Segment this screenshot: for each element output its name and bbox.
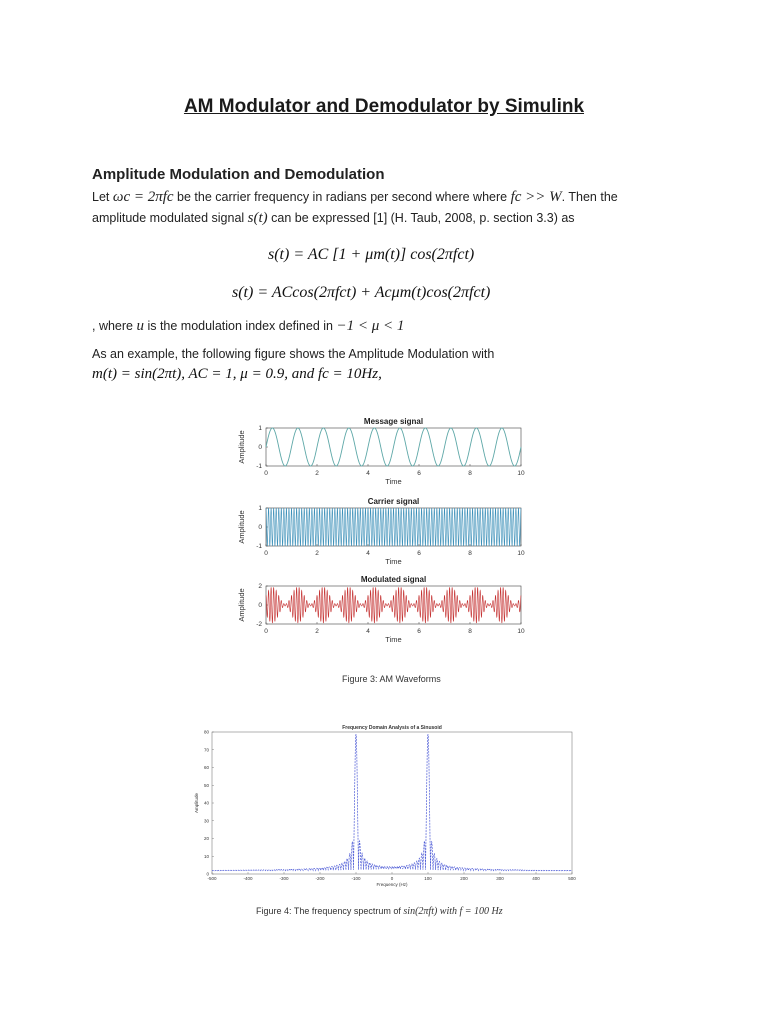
- x-tick-label: 6: [417, 470, 421, 477]
- y-tick-label: 50: [203, 782, 209, 788]
- panel-frame: [266, 508, 521, 546]
- y-tick-label: 60: [203, 765, 209, 770]
- example-line: As an example, the following figure shows the Amplitude Modulation with: [92, 347, 495, 361]
- y-tick-label: 0: [206, 871, 209, 877]
- x-tick-label: 4: [366, 550, 370, 557]
- y-tick-label: -1: [256, 463, 262, 470]
- y-axis-label: Amplitude: [237, 510, 246, 544]
- section-heading: Amplitude Modulation and Demodulation: [92, 166, 385, 183]
- intro-line-2: amplitude modulated signal s(t) can be expressed [1] (H. Taub, 2008, p. section 3.3) as: [92, 210, 575, 226]
- x-tick-label: 10: [517, 550, 525, 557]
- page-title: AM Modulator and Demodulator by Simulink: [183, 96, 585, 117]
- x-tick-label: 4: [366, 628, 370, 635]
- y-tick-label: 0: [258, 444, 262, 451]
- y-tick-label: 70: [203, 747, 209, 753]
- y-axis-label: Amplitude: [194, 792, 199, 814]
- example-math: m(t) = sin(2πt), AC = 1, μ = 0.9, and fc = 10Hz,: [92, 366, 382, 382]
- x-tick-label: 100: [424, 876, 432, 881]
- x-tick-label: -500: [207, 876, 217, 881]
- x-tick-label: 200: [460, 876, 468, 881]
- figure-3-am-waveforms: [228, 412, 538, 652]
- panel-title: Carrier signal: [367, 497, 420, 506]
- figure-4-frequency-spectrum: [188, 722, 580, 894]
- x-tick-label: 2: [315, 470, 319, 477]
- x-axis-label: Time: [385, 557, 402, 566]
- plot-frame: [212, 732, 572, 874]
- y-tick-label: 1: [258, 505, 262, 512]
- x-tick-label: -100: [351, 876, 361, 881]
- y-tick-label: 10: [203, 853, 209, 859]
- y-tick-label: 0: [258, 524, 262, 531]
- x-tick-label: 6: [417, 550, 421, 557]
- y-tick-label: -2: [256, 621, 262, 628]
- panel-2: [237, 497, 525, 566]
- panel-3: [237, 575, 525, 644]
- x-tick-label: 8: [468, 628, 472, 635]
- y-tick-label: 0: [258, 602, 262, 609]
- x-tick-label: 0: [264, 470, 268, 477]
- x-tick-label: 0: [390, 876, 394, 881]
- panel-title: Message signal: [363, 417, 424, 426]
- y-tick-label: -1: [256, 543, 262, 550]
- x-tick-label: 8: [468, 550, 472, 557]
- x-tick-label: 2: [315, 628, 319, 635]
- x-tick-label: 6: [417, 628, 421, 635]
- x-axis-label: Time: [385, 477, 402, 486]
- panel-title: Modulated signal: [360, 575, 427, 584]
- y-axis-label: Amplitude: [237, 588, 246, 622]
- x-tick-label: 10: [517, 470, 525, 477]
- x-tick-label: 400: [532, 876, 540, 881]
- y-tick-label: 30: [203, 818, 209, 824]
- x-tick-label: 300: [496, 876, 504, 881]
- x-tick-label: 10: [517, 628, 525, 635]
- intro-line-1: Let ωc = 2πfc be the carrier frequency in radians per second where where fc >> W. Then the: [92, 189, 618, 205]
- x-tick-label: -400: [243, 876, 253, 881]
- x-tick-label: -300: [279, 876, 289, 881]
- x-tick-label: 2: [315, 550, 319, 557]
- y-tick-label: 1: [258, 425, 262, 432]
- chart-title: Frequency Domain Analysis of a Sinusoid: [342, 725, 442, 731]
- y-tick-label: 2: [258, 583, 262, 590]
- y-tick-label: 40: [203, 800, 209, 806]
- x-tick-label: 8: [468, 470, 472, 477]
- panel-frame: [266, 586, 521, 624]
- figure-3-caption: Figure 3: AM Waveforms: [342, 674, 441, 684]
- where-line: , where u is the modulation index defined in −1 < μ < 1: [92, 318, 405, 334]
- y-tick-label: 80: [203, 729, 209, 735]
- figure-4-caption: Figure 4: The frequency spectrum of sin(2πft) with f = 100 Hz: [256, 906, 503, 917]
- y-axis-label: Amplitude: [237, 430, 246, 464]
- x-tick-label: 4: [366, 470, 370, 477]
- equation-2: s(t) = ACcos(2πfct) + Acμm(t)cos(2πfct): [232, 284, 491, 301]
- x-tick-label: -200: [315, 876, 325, 881]
- x-axis-label: Time: [385, 635, 402, 644]
- x-tick-label: 500: [568, 876, 576, 881]
- x-tick-label: 0: [264, 628, 268, 635]
- panel-1: [237, 417, 525, 486]
- equation-1: s(t) = AC [1 + μm(t)] cos(2πfct): [268, 246, 475, 263]
- y-tick-label: 20: [203, 836, 209, 841]
- x-tick-label: 0: [264, 550, 268, 557]
- x-axis-label: Frequency (Hz): [376, 882, 408, 887]
